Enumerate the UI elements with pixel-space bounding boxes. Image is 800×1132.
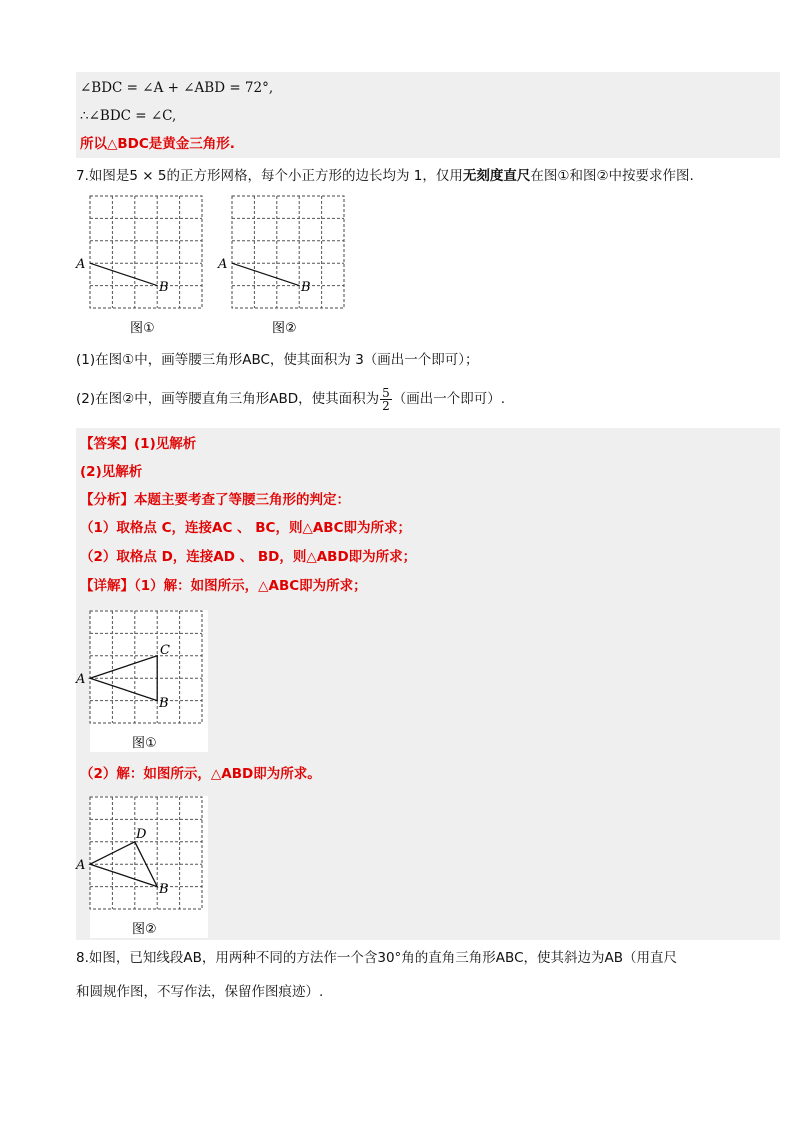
prev-solution-conclusion: 所以△BDC是黄金三角形. [80, 136, 235, 152]
label-d: D [136, 827, 147, 842]
label-a: A [218, 257, 228, 272]
answer-line2: (2)见解析 [80, 464, 143, 480]
prev-solution-line2: ∴∠BDC = ∠C, [80, 108, 177, 124]
q7-stem-a: 7.如图是5 × 5的正方形网格，每个小正方形的边长均为 1，仅用 [76, 168, 463, 184]
detail-part2: （2）解：如图所示，△ABD即为所求。 [80, 766, 321, 782]
answer-figure-1 [74, 610, 214, 752]
q7-figure-1 [72, 195, 212, 340]
analysis-title: 【分析】本题主要考查了等腰三角形的判定： [80, 492, 350, 508]
label-a: A [76, 858, 86, 873]
prev-solution-line1: ∠BDC = ∠A + ∠ABD = 72°, [80, 80, 274, 96]
fraction-numerator: 5 [382, 385, 390, 400]
label-c: C [160, 643, 170, 658]
q7-stem [76, 166, 694, 186]
label-b: B [301, 280, 311, 295]
q7-stem-bold: 无刻度直尺 [462, 168, 531, 184]
answer-line1: 【答案】(1)见解析 [80, 436, 197, 452]
label-b: B [159, 280, 169, 295]
q7-part2-b: （画出一个即可）. [392, 391, 506, 407]
analysis-step1: （1）取格点 C，连接AC 、 BC，则△ABC即为所求； [80, 520, 411, 536]
fig1-caption: 图① [130, 321, 155, 336]
label-a: A [76, 257, 86, 272]
q7-stem-b: 在图①和图②中按要求作图. [530, 168, 694, 184]
fig2-caption: 图② [272, 321, 297, 336]
answer-figure-2 [74, 796, 214, 938]
q8-line2: 和圆规作图，不写作法，保留作图痕迹）. [76, 984, 324, 1000]
q8-line1: 8.如图，已知线段AB，用两种不同的方法作一个含30°角的直角三角形ABC，使其斜边为AB（用直尺 [76, 950, 677, 966]
q7-part2 [76, 386, 505, 412]
detail-part1: 【详解】（1）解：如图所示，△ABC即为所求； [80, 578, 367, 594]
label-b: B [159, 882, 169, 897]
answer-fig2-caption: 图② [132, 922, 157, 937]
label-a: A [76, 672, 86, 687]
q7-part1: (1)在图①中，画等腰三角形ABC，使其面积为 3（画出一个即可）； [76, 352, 479, 368]
fraction-denominator: 2 [382, 398, 390, 413]
q7-figure-2 [214, 195, 354, 340]
analysis-step2: （2）取格点 D，连接AD 、 BD，则△ABD即为所求； [80, 549, 417, 565]
q7-part2-a: (2)在图②中，画等腰直角三角形ABD，使其面积为 [76, 391, 380, 407]
area-fraction [380, 387, 392, 412]
answer-fig1-caption: 图① [132, 736, 157, 751]
label-b: B [159, 696, 169, 711]
